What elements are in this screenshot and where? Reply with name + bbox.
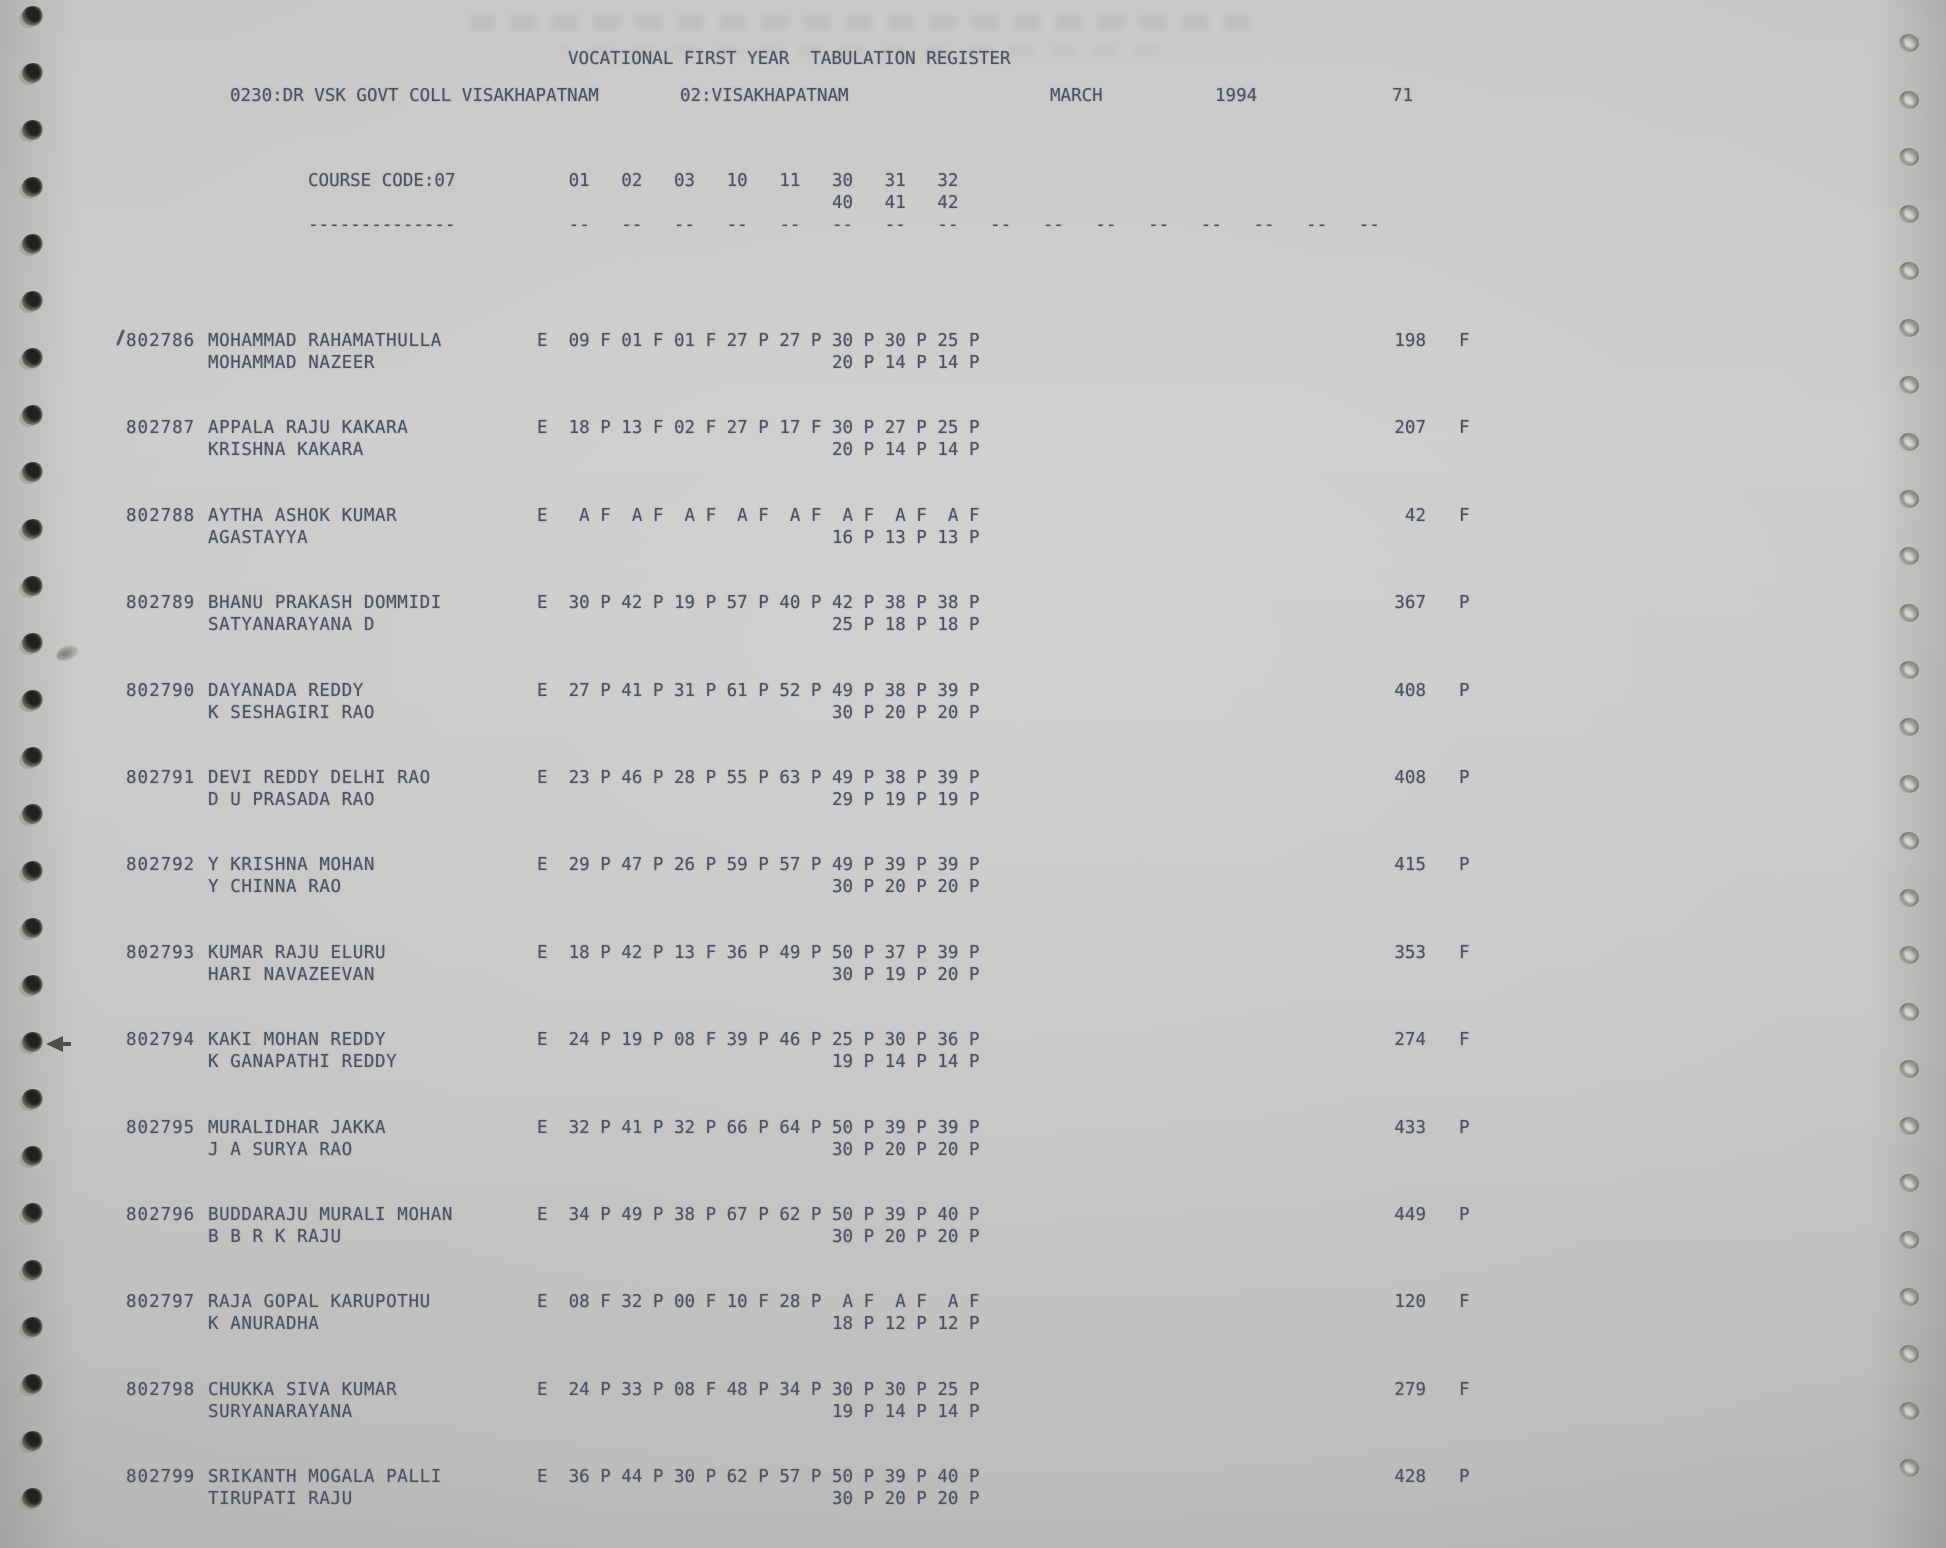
marks-line1: E 34 P 49 P 38 P 67 P 62 P 50 P 39 P 40 P <box>537 1205 980 1225</box>
punch-hole-left <box>22 747 44 767</box>
student-row <box>0 1204 1946 1264</box>
student-row <box>0 1379 1946 1439</box>
marks-line2: 19 P 14 P 14 P <box>537 1402 980 1422</box>
marks-line1: E 24 P 19 P 08 F 39 P 46 P 25 P 30 P 36 P <box>537 1030 980 1050</box>
marks-line2: 30 P 20 P 20 P <box>537 1227 980 1247</box>
student-row <box>0 417 1946 477</box>
punch-hole-right <box>1899 1003 1919 1021</box>
student-name: KAKI MOHAN REDDY <box>208 1030 387 1050</box>
punch-hole-right <box>1899 1345 1919 1363</box>
marks-line1: E 09 F 01 F 01 F 27 P 27 P 30 P 30 P 25 P <box>537 331 980 351</box>
reg-number: 802792 <box>126 855 196 875</box>
marks-line2: 20 P 14 P 14 P <box>537 353 980 373</box>
reg-number: 802799 <box>126 1467 196 1487</box>
marks-line1: E 18 P 42 P 13 F 36 P 49 P 50 P 37 P 39 P <box>537 943 980 963</box>
punch-hole-left <box>22 348 44 368</box>
exam-year: 1994 <box>1215 86 1258 106</box>
result-flag: P <box>1459 1205 1470 1225</box>
student-name: APPALA RAJU KAKARA <box>208 418 409 438</box>
result-flag: P <box>1459 1467 1470 1487</box>
punch-hole-left <box>22 6 44 26</box>
marks-line1: E A F A F A F A F A F A F A F A F <box>537 506 980 526</box>
marks-line2: 30 P 20 P 20 P <box>537 1140 980 1160</box>
punch-hole-left <box>22 63 44 83</box>
student-row <box>0 330 1946 390</box>
student-name: RAJA GOPAL KARUPOTHU <box>208 1292 431 1312</box>
total-marks: 433 <box>1394 1118 1426 1138</box>
guardian-name: KRISHNA KAKARA <box>208 440 364 460</box>
punch-hole-right <box>1899 547 1919 565</box>
punch-hole-right <box>1899 718 1919 736</box>
total-marks: 274 <box>1394 1030 1426 1050</box>
punch-hole-right <box>1899 1117 1919 1135</box>
reg-number: 802786 <box>126 331 196 351</box>
punch-hole-right <box>1899 1402 1919 1420</box>
guardian-name: MOHAMMAD NAZEER <box>208 353 376 373</box>
college-code-name: 0230:DR VSK GOVT COLL VISAKHAPATNAM <box>230 86 599 106</box>
page-number: 71 <box>1392 86 1414 106</box>
result-flag: F <box>1459 1292 1470 1312</box>
handwritten-arrow-mark <box>46 1036 63 1052</box>
student-name: AYTHA ASHOK KUMAR <box>208 506 398 526</box>
punch-hole-right <box>1899 775 1919 793</box>
marks-line1: E 36 P 44 P 30 P 62 P 57 P 50 P 39 P 40 P <box>537 1467 980 1487</box>
columns-dash-rule: -- -- -- -- -- -- -- -- -- -- -- -- -- -- -- -- <box>537 215 1380 235</box>
marks-line2: 30 P 19 P 20 P <box>537 965 980 985</box>
punch-hole-right <box>1899 433 1919 451</box>
punch-hole-left <box>22 918 44 938</box>
marks-line2: 16 P 13 P 13 P <box>537 528 980 548</box>
punch-hole-right <box>1899 946 1919 964</box>
result-flag: F <box>1459 1030 1470 1050</box>
punch-hole-right <box>1899 832 1919 850</box>
result-flag: P <box>1459 1118 1470 1138</box>
marks-line1: E 27 P 41 P 31 P 61 P 52 P 49 P 38 P 39 P <box>537 681 980 701</box>
result-flag: F <box>1459 506 1470 526</box>
marks-line2: 30 P 20 P 20 P <box>537 703 980 723</box>
punch-hole-right <box>1899 148 1919 166</box>
punch-hole-right <box>1899 91 1919 109</box>
marks-line1: E 18 P 13 F 02 F 27 P 17 F 30 P 27 P 25 P <box>537 418 980 438</box>
punch-hole-left <box>22 1260 44 1280</box>
result-flag: F <box>1459 418 1470 438</box>
total-marks: 279 <box>1394 1380 1426 1400</box>
marks-line1: E 24 P 33 P 08 F 48 P 34 P 30 P 30 P 25 P <box>537 1380 980 1400</box>
student-name: BHANU PRAKASH DOMMIDI <box>208 593 442 613</box>
reg-number: 802793 <box>126 943 196 963</box>
guardian-name: K GANAPATHI REDDY <box>208 1052 398 1072</box>
punch-hole-right <box>1899 490 1919 508</box>
reg-number: 802796 <box>126 1205 196 1225</box>
guardian-name: HARI NAVAZEEVAN <box>208 965 376 985</box>
student-name: CHUKKA SIVA KUMAR <box>208 1380 398 1400</box>
result-flag: F <box>1459 943 1470 963</box>
guardian-name: K SESHAGIRI RAO <box>208 703 376 723</box>
punch-hole-left <box>22 690 44 710</box>
student-row <box>0 767 1946 827</box>
punch-hole-right <box>1899 34 1919 52</box>
result-flag: P <box>1459 681 1470 701</box>
total-marks: 353 <box>1394 943 1426 963</box>
marks-line2: 30 P 20 P 20 P <box>537 1489 980 1509</box>
marks-line1: E 08 F 32 P 00 F 10 F 28 P A F A F A F <box>537 1292 980 1312</box>
punch-hole-left <box>22 1374 44 1394</box>
result-flag: P <box>1459 768 1470 788</box>
student-name: KUMAR RAJU ELURU <box>208 943 387 963</box>
punch-hole-right <box>1899 262 1919 280</box>
punch-hole-left <box>22 861 44 881</box>
punch-hole-left <box>22 462 44 482</box>
student-row <box>0 942 1946 1002</box>
marks-line2: 19 P 14 P 14 P <box>537 1052 980 1072</box>
total-marks: 120 <box>1394 1292 1426 1312</box>
total-marks: 367 <box>1394 593 1426 613</box>
punch-hole-left <box>22 804 44 824</box>
result-flag: F <box>1459 1380 1470 1400</box>
student-name: BUDDARAJU MURALI MOHAN <box>208 1205 453 1225</box>
punch-hole-right <box>1899 376 1919 394</box>
punch-hole-left <box>22 405 44 425</box>
guardian-name: AGASTAYYA <box>208 528 309 548</box>
course-code-label: COURSE CODE:07 <box>308 171 456 191</box>
marks-line2: 18 P 12 P 12 P <box>537 1314 980 1334</box>
total-marks: 428 <box>1394 1467 1426 1487</box>
marks-line2: 20 P 14 P 14 P <box>537 440 980 460</box>
punch-hole-left <box>22 120 44 140</box>
punch-hole-left <box>22 1146 44 1166</box>
reg-number: 802797 <box>126 1292 196 1312</box>
punch-hole-left <box>22 291 44 311</box>
subject-columns-row2: 40 41 42 <box>537 193 959 213</box>
marks-line1: E 29 P 47 P 26 P 59 P 57 P 49 P 39 P 39 P <box>537 855 980 875</box>
punch-hole-right <box>1899 205 1919 223</box>
punch-hole-left <box>22 576 44 596</box>
marks-line2: 25 P 18 P 18 P <box>537 615 980 635</box>
marks-line2: 30 P 20 P 20 P <box>537 877 980 897</box>
student-row <box>0 1291 1946 1351</box>
marks-line2: 29 P 19 P 19 P <box>537 790 980 810</box>
reg-number: 802795 <box>126 1118 196 1138</box>
punch-hole-left <box>22 1488 44 1508</box>
punch-hole-left <box>22 519 44 539</box>
guardian-name: TIRUPATI RAJU <box>208 1489 353 1509</box>
punch-hole-right <box>1899 1231 1919 1249</box>
punch-hole-left <box>22 1431 44 1451</box>
reg-number: 802789 <box>126 593 196 613</box>
punch-hole-right <box>1899 1459 1919 1477</box>
student-row <box>0 592 1946 652</box>
student-row <box>0 854 1946 914</box>
punch-hole-right <box>1899 1060 1919 1078</box>
guardian-name: Y CHINNA RAO <box>208 877 342 897</box>
student-name: SRIKANTH MOGALA PALLI <box>208 1467 442 1487</box>
student-row <box>0 505 1946 565</box>
punch-hole-right <box>1899 1174 1919 1192</box>
reg-number: 802794 <box>126 1030 196 1050</box>
punch-hole-left <box>22 1089 44 1109</box>
punch-hole-left <box>22 1317 44 1337</box>
page-title: VOCATIONAL FIRST YEAR TABULATION REGISTER <box>568 49 1011 69</box>
result-flag: F <box>1459 331 1470 351</box>
total-marks: 42 <box>1404 506 1426 526</box>
punch-hole-left <box>22 177 44 197</box>
bleedthrough-artifact <box>470 14 1250 30</box>
reg-number: 802788 <box>126 506 196 526</box>
total-marks: 415 <box>1394 855 1426 875</box>
student-row <box>0 1466 1946 1526</box>
reg-number: 802798 <box>126 1380 196 1400</box>
student-name: Y KRISHNA MOHAN <box>208 855 376 875</box>
marks-line1: E 30 P 42 P 19 P 57 P 40 P 42 P 38 P 38 P <box>537 593 980 613</box>
reg-number: 802790 <box>126 681 196 701</box>
student-name: MURALIDHAR JAKKA <box>208 1118 387 1138</box>
guardian-name: B B R K RAJU <box>208 1227 342 1247</box>
guardian-name: SURYANARAYANA <box>208 1402 353 1422</box>
result-flag: P <box>1459 593 1470 613</box>
total-marks: 207 <box>1394 418 1426 438</box>
total-marks: 408 <box>1394 768 1426 788</box>
student-row <box>0 680 1946 740</box>
guardian-name: K ANURADHA <box>208 1314 320 1334</box>
punch-hole-left <box>22 975 44 995</box>
guardian-name: SATYANARAYANA D <box>208 615 376 635</box>
reg-number: 802787 <box>126 418 196 438</box>
result-flag: P <box>1459 855 1470 875</box>
marks-line1: E 32 P 41 P 32 P 66 P 64 P 50 P 39 P 39 P <box>537 1118 980 1138</box>
total-marks: 449 <box>1394 1205 1426 1225</box>
total-marks: 198 <box>1394 331 1426 351</box>
marks-line1: E 23 P 46 P 28 P 55 P 63 P 49 P 38 P 39 P <box>537 768 980 788</box>
total-marks: 408 <box>1394 681 1426 701</box>
student-row <box>0 1029 1946 1089</box>
exam-month: MARCH <box>1050 86 1103 106</box>
student-name: MOHAMMAD RAHAMATHULLA <box>208 331 442 351</box>
punch-hole-right <box>1899 889 1919 907</box>
guardian-name: D U PRASADA RAO <box>208 790 376 810</box>
student-name: DAYANADA REDDY <box>208 681 364 701</box>
reg-number: 802791 <box>126 768 196 788</box>
punch-hole-right <box>1899 661 1919 679</box>
punch-hole-right <box>1899 319 1919 337</box>
punch-hole-right <box>1899 1288 1919 1306</box>
student-row <box>0 1117 1946 1177</box>
student-name: DEVI REDDY DELHI RAO <box>208 768 431 788</box>
district-code-name: 02:VISAKHAPATNAM <box>680 86 849 106</box>
subject-columns-row1: 01 02 03 10 11 30 31 32 <box>537 171 959 191</box>
guardian-name: J A SURYA RAO <box>208 1140 353 1160</box>
punch-hole-left <box>22 1032 44 1052</box>
punch-hole-left <box>22 234 44 254</box>
punch-hole-left <box>22 1203 44 1223</box>
punch-hole-right <box>1899 604 1919 622</box>
punch-hole-left <box>22 633 44 653</box>
course-code-underline: -------------- <box>308 215 456 235</box>
